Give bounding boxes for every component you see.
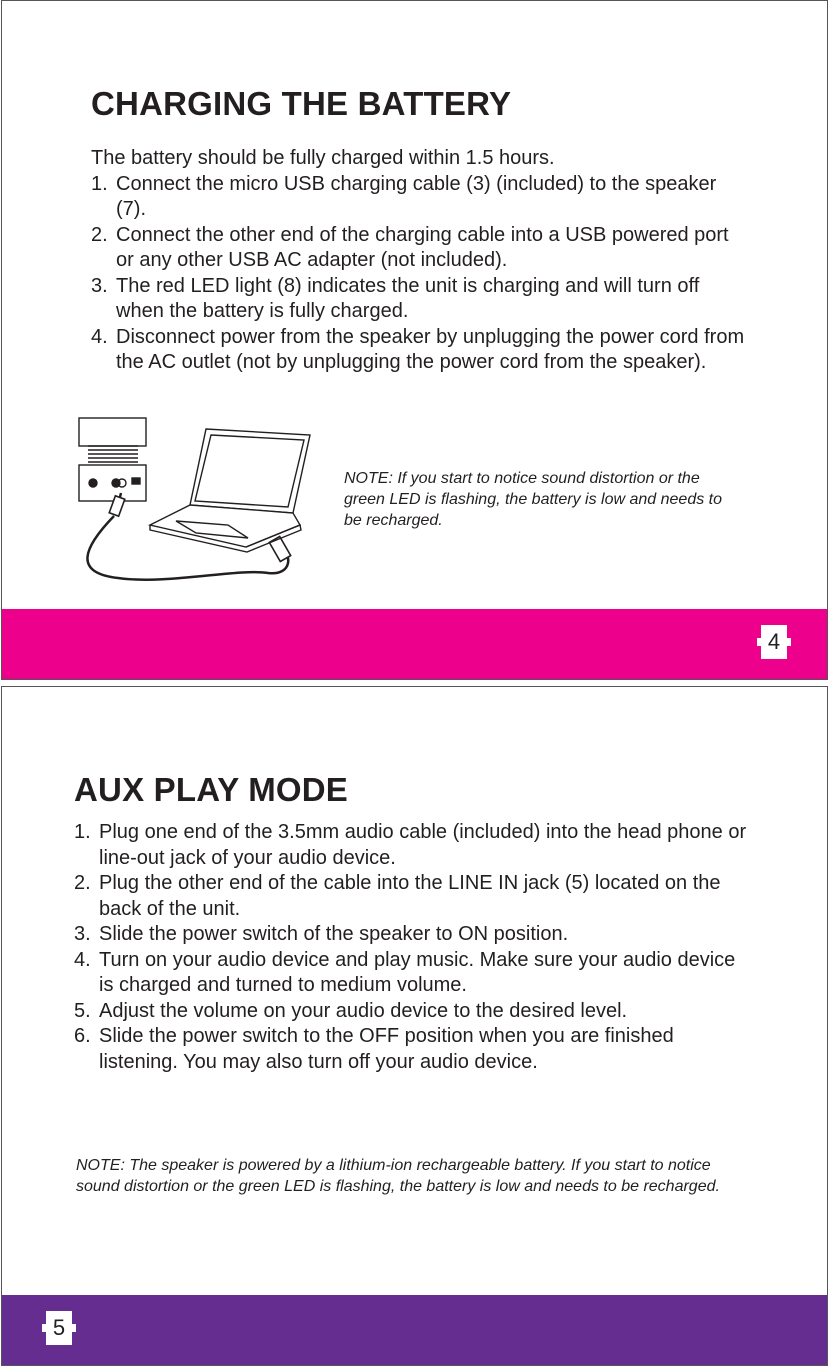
step-text: Adjust the volume on your audio device to the desired level. — [99, 999, 628, 1022]
page-title: CHARGING THE BATTERY — [91, 85, 512, 122]
step-text: Plug the other end of the cable into the LINE IN jack (5) located on the back of the unit. — [99, 872, 721, 920]
list-item — [74, 922, 754, 948]
step-text: Connect the micro USB charging cable (3) (included) to the speaker (7). — [116, 172, 717, 220]
step-number: 2. — [74, 872, 91, 894]
footer-band — [2, 1295, 827, 1365]
step-text: The red LED light (8) indicates the unit is charging and will turn off when the battery is fully charged. — [116, 274, 700, 322]
intro-text: The battery should be fully charged within 1.5 hours. — [91, 147, 555, 169]
step-number: 3. — [74, 923, 91, 945]
list-item — [74, 948, 754, 999]
speaker-icon — [79, 418, 146, 501]
step-number: 1. — [74, 821, 91, 843]
list-item — [91, 274, 751, 325]
step-number: 4. — [91, 325, 108, 348]
instructions-body — [91, 146, 751, 376]
step-text: Plug one end of the 3.5mm audio cable (included) into the head phone or line-out jack of your audio device. — [99, 821, 747, 869]
step-number: 4. — [74, 948, 91, 971]
step-text: Connect the other end of the charging cable into a USB powered port or any other USB AC adapter (not included). — [116, 223, 729, 271]
list-item — [91, 325, 751, 376]
step-text: Slide the power switch of the speaker to ON position. — [99, 923, 569, 945]
list-item — [74, 999, 754, 1025]
step-number: 2. — [91, 223, 108, 246]
footer-band — [2, 609, 827, 679]
list-item — [91, 172, 751, 223]
steps-list — [74, 820, 754, 1075]
speaker-charging-illustration — [78, 413, 328, 591]
instructions-body — [74, 820, 754, 1075]
step-number: 3. — [91, 274, 108, 297]
manual-page-4 — [1, 0, 828, 680]
step-text: Turn on your audio device and play music. Make sure your audio device is charged and turned to medium volume. — [99, 948, 736, 996]
step-text: Slide the power switch to the OFF position when you are finished listening. You may also turn off your audio device. — [99, 1025, 674, 1073]
note-text: NOTE: The speaker is powered by a lithium-ion rechargeable battery. If you start to notice sound distortion or the green LED is flashing, the battery is low and needs to be recharged. — [76, 1157, 720, 1195]
list-item — [74, 1024, 754, 1075]
steps-list — [91, 172, 751, 376]
page-title: AUX PLAY MODE — [74, 771, 348, 808]
step-number: 1. — [91, 172, 108, 195]
page-number: 5 — [46, 1311, 72, 1345]
page-number: 4 — [761, 625, 787, 659]
list-item — [74, 820, 754, 871]
laptop-icon — [150, 429, 310, 552]
list-item — [74, 871, 754, 922]
step-number: 5. — [74, 999, 91, 1022]
list-item — [91, 223, 751, 274]
note-text: NOTE: If you start to notice sound distortion or the green LED is flashing, the battery is low and needs to be recharged. — [344, 470, 722, 529]
step-number: 6. — [74, 1025, 91, 1047]
step-text: Disconnect power from the speaker by unplugging the power cord from the AC outlet (not by unplugging the power cord from the speaker). — [116, 325, 745, 373]
manual-page-5 — [1, 686, 828, 1366]
